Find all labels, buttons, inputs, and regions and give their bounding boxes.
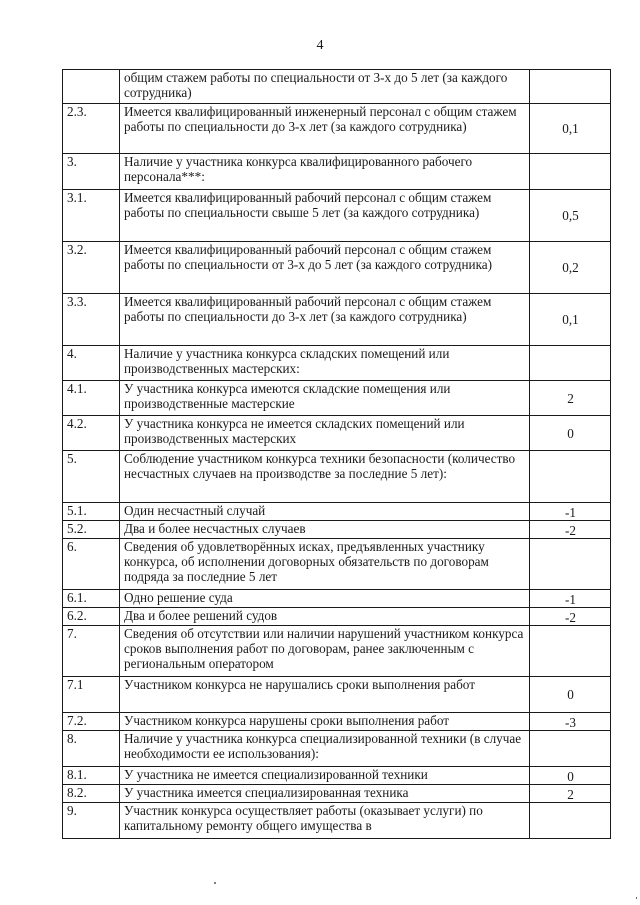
item-number: 4.1. (63, 381, 120, 416)
table-row (63, 190, 611, 242)
criterion-description: общим стажем работы по специальности от 3-х до 5 лет (за каждого сотрудника) (120, 70, 530, 104)
table-row (63, 70, 611, 104)
scan-speck (214, 882, 216, 884)
scan-speck (636, 897, 637, 899)
table-row (63, 416, 611, 451)
table-row (63, 242, 611, 294)
score-value: -1 (530, 503, 611, 521)
score-value: 0 (530, 677, 611, 713)
criterion-description: Участником конкурса нарушены сроки выполнения работ (120, 713, 530, 731)
criterion-description: Наличие у участника конкурса квалифицированного рабочего персонала***: (120, 154, 530, 190)
score-value (530, 451, 611, 503)
score-value: -2 (530, 521, 611, 539)
criterion-description: У участника не имеется специализированной техники (120, 767, 530, 785)
score-value: 0,1 (530, 294, 611, 346)
criterion-description: Один несчастный случай (120, 503, 530, 521)
score-value: 0 (530, 416, 611, 451)
score-value: -3 (530, 713, 611, 731)
table-row (63, 590, 611, 608)
item-number: 6. (63, 539, 120, 590)
score-value: 0,5 (530, 190, 611, 242)
criterion-description: У участника имеется специализированная техника (120, 785, 530, 803)
criterion-description: Имеется квалифицированный рабочий персонал с общим стажем работы по специальности от 3-х до 5 лет (за каждого сотрудника) (120, 242, 530, 294)
item-number: 5.2. (63, 521, 120, 539)
score-value: -2 (530, 608, 611, 626)
criterion-description: Наличие у участника конкурса специализированной техники (в случае необходимости ее использования): (120, 731, 530, 767)
item-number: 6.2. (63, 608, 120, 626)
item-number: 8.2. (63, 785, 120, 803)
item-number: 4. (63, 346, 120, 381)
item-number: 5.1. (63, 503, 120, 521)
score-value: 0,1 (530, 104, 611, 154)
criterion-description: Имеется квалифицированный инженерный персонал с общим стажем работы по специальности до 3-х лет (за каждого сотрудника) (120, 104, 530, 154)
item-number: 5. (63, 451, 120, 503)
item-number: 3.2. (63, 242, 120, 294)
table-row (63, 626, 611, 677)
criterion-description: Два и более несчастных случаев (120, 521, 530, 539)
table-row (63, 294, 611, 346)
item-number: 8.1. (63, 767, 120, 785)
score-value (530, 70, 611, 104)
table-row (63, 521, 611, 539)
criterion-description: Одно решение суда (120, 590, 530, 608)
item-number: 7.1 (63, 677, 120, 713)
table-row (63, 346, 611, 381)
criteria-table (62, 69, 611, 839)
item-number: 3. (63, 154, 120, 190)
item-number: 9. (63, 803, 120, 839)
criterion-description: Имеется квалифицированный рабочий персонал с общим стажем работы по специальности свыше 5 лет (за каждого сотрудника) (120, 190, 530, 242)
item-number: 2.3. (63, 104, 120, 154)
item-number: 3.1. (63, 190, 120, 242)
item-number: 4.2. (63, 416, 120, 451)
table-row (63, 608, 611, 626)
criterion-description: У участника конкурса имеются складские помещения или производственные мастерские (120, 381, 530, 416)
score-value: 0,2 (530, 242, 611, 294)
criteria-table-body (63, 70, 611, 839)
table-row (63, 451, 611, 503)
score-value: 2 (530, 381, 611, 416)
item-number (63, 70, 120, 104)
item-number: 7.2. (63, 713, 120, 731)
score-value (530, 731, 611, 767)
table-row (63, 381, 611, 416)
table-row (63, 104, 611, 154)
score-value (530, 626, 611, 677)
score-value: -1 (530, 590, 611, 608)
table-row (63, 785, 611, 803)
table-row (63, 677, 611, 713)
criterion-description: Наличие у участника конкурса складских помещений или производственных мастерских: (120, 346, 530, 381)
score-value: 0 (530, 767, 611, 785)
criterion-description: Участником конкурса не нарушались сроки выполнения работ (120, 677, 530, 713)
page-number: 4 (316, 38, 324, 53)
score-value (530, 539, 611, 590)
criterion-description: Сведения об отсутствии или наличии нарушений участником конкурса сроков выполнения работ по договорам, ранее заключенным с региональным оператором (120, 626, 530, 677)
score-value (530, 154, 611, 190)
criterion-description: Сведения об удовлетворённых исках, предъявленных участнику конкурса, об исполнении договорных обязательств по договорам подряда за последние 5 лет (120, 539, 530, 590)
criterion-description: Соблюдение участником конкурса техники безопасности (количество несчастных случаев на производстве за последние 5 лет): (120, 451, 530, 503)
score-value (530, 803, 611, 839)
table-row (63, 803, 611, 839)
table-row (63, 731, 611, 767)
table-row (63, 503, 611, 521)
table-row (63, 713, 611, 731)
table-row (63, 767, 611, 785)
criterion-description: Участник конкурса осуществляет работы (оказывает услуги) по капитальному ремонту общего имущества в (120, 803, 530, 839)
criterion-description: Имеется квалифицированный рабочий персонал с общим стажем работы по специальности до 3-х лет (за каждого сотрудника) (120, 294, 530, 346)
item-number: 3.3. (63, 294, 120, 346)
item-number: 7. (63, 626, 120, 677)
item-number: 8. (63, 731, 120, 767)
score-value: 2 (530, 785, 611, 803)
criterion-description: Два и более решений судов (120, 608, 530, 626)
table-row (63, 154, 611, 190)
score-value (530, 346, 611, 381)
criterion-description: У участника конкурса не имеется складских помещений или производственных мастерских (120, 416, 530, 451)
table-row (63, 539, 611, 590)
item-number: 6.1. (63, 590, 120, 608)
